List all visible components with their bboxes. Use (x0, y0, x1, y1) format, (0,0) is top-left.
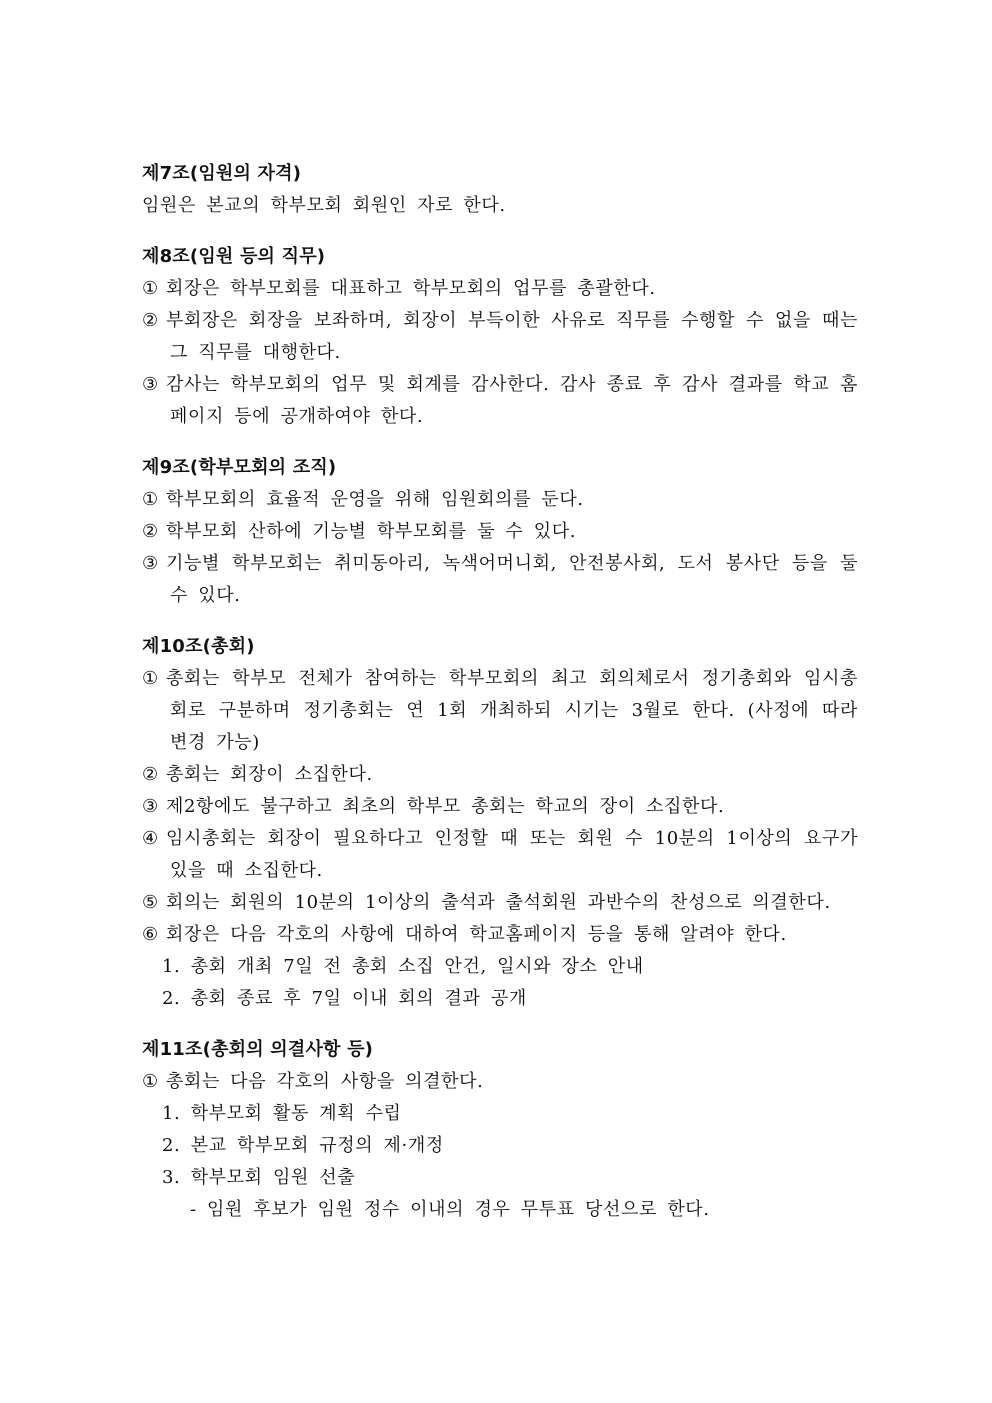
clause-number: ① (142, 489, 159, 510)
sub-item: 2. 총회 종료 후 7일 이내 회의 결과 공개 (162, 988, 527, 1009)
clause-number: ① (142, 1071, 159, 1092)
clause-number: ② (142, 310, 159, 331)
clause-text: 회의는 회원의 10분의 1이상의 출석과 출석회원 과반수의 찬성으로 의결한다. (166, 892, 831, 913)
clause-number: ① (142, 668, 159, 689)
clause-number: ⑤ (142, 892, 159, 913)
article-9-title: 제9조(학부모회의 조직) (142, 457, 337, 478)
clause-text: 총회는 학부모 전체가 참여하는 학부모회의 최고 회의체로서 정기총회와 임시총회로 구분하며 정기총회는 연 1회 개최하되 시기는 3월로 한다. (사정에 따라 변경 가능) (166, 668, 858, 753)
clause (142, 663, 858, 759)
article-8 (142, 241, 858, 433)
clause-number: ③ (142, 553, 159, 574)
clause (142, 887, 858, 919)
clause-number: ② (142, 521, 159, 542)
clause-text: 회장은 학부모회를 대표하고 학부모회의 업무를 총괄한다. (166, 278, 656, 299)
clause-number: ③ (142, 796, 159, 817)
article-7-title: 제7조(임원의 자격) (142, 163, 302, 184)
clause-text: 임시총회는 회장이 필요하다고 인정할 때 또는 회원 수 10분의 1이상의 요구가 있을 때 소집한다. (166, 828, 858, 881)
clause (142, 759, 858, 791)
article-10-title: 제10조(총회) (142, 636, 255, 657)
clause (142, 548, 858, 612)
article-11 (142, 1034, 858, 1226)
clause-text: 기능별 학부모회는 취미동아리, 녹색어머니회, 안전봉사회, 도서 봉사단 등을 둘 수 있다. (166, 553, 858, 606)
clause (142, 273, 858, 305)
sub-item: 1. 총회 개최 7일 전 총회 소집 안건, 일시와 장소 안내 (162, 956, 644, 977)
sub-item: 3. 학부모회 임원 선출 (162, 1167, 356, 1188)
clause-text: 총회는 회장이 소집한다. (166, 764, 373, 785)
sub-sub-item: - 임원 후보가 임원 정수 이내의 경우 무투표 당선으로 한다. (190, 1199, 710, 1220)
clause (142, 516, 858, 548)
article-10 (142, 631, 858, 1015)
clause (142, 1066, 858, 1098)
article-11-title: 제11조(총회의 의결사항 등) (142, 1039, 374, 1060)
clause-text: 학부모회 산하에 기능별 학부모회를 둘 수 있다. (166, 521, 577, 542)
clause-number: ④ (142, 828, 159, 849)
clause (142, 305, 858, 369)
sub-item: 1. 학부모회 활동 계획 수립 (162, 1103, 402, 1124)
clause-text: 학부모회의 효율적 운영을 위해 임원회의를 둔다. (166, 489, 584, 510)
clause (142, 919, 858, 951)
clause-text: 제2항에도 불구하고 최초의 학부모 총회는 학교의 장이 소집한다. (166, 796, 725, 817)
clause (142, 484, 858, 516)
clause-text: 부회장은 회장을 보좌하며, 회장이 부득이한 사유로 직무를 수행할 수 없을 때는 그 직무를 대행한다. (166, 310, 858, 363)
article-7-text: 임원은 본교의 학부모회 회원인 자로 한다. (142, 195, 506, 216)
clause-number: ③ (142, 374, 159, 395)
clause (142, 369, 858, 433)
clause-number: ① (142, 278, 159, 299)
clause (142, 823, 858, 887)
clause (142, 791, 858, 823)
document-page (142, 158, 858, 1245)
clause-text: 감사는 학부모회의 업무 및 회계를 감사한다. 감사 종료 후 감사 결과를 학교 홈페이지 등에 공개하여야 한다. (166, 374, 858, 427)
article-7 (142, 158, 858, 222)
article-8-title: 제8조(임원 등의 직무) (142, 246, 326, 267)
article-9 (142, 452, 858, 612)
sub-item: 2. 본교 학부모회 규정의 제·개정 (162, 1135, 444, 1156)
clause-text: 총회는 다음 각호의 사항을 의결한다. (166, 1071, 484, 1092)
clause-number: ⑥ (142, 924, 159, 945)
clause-number: ② (142, 764, 159, 785)
clause-text: 회장은 다음 각호의 사항에 대하여 학교홈페이지 등을 통해 알려야 한다. (166, 924, 787, 945)
